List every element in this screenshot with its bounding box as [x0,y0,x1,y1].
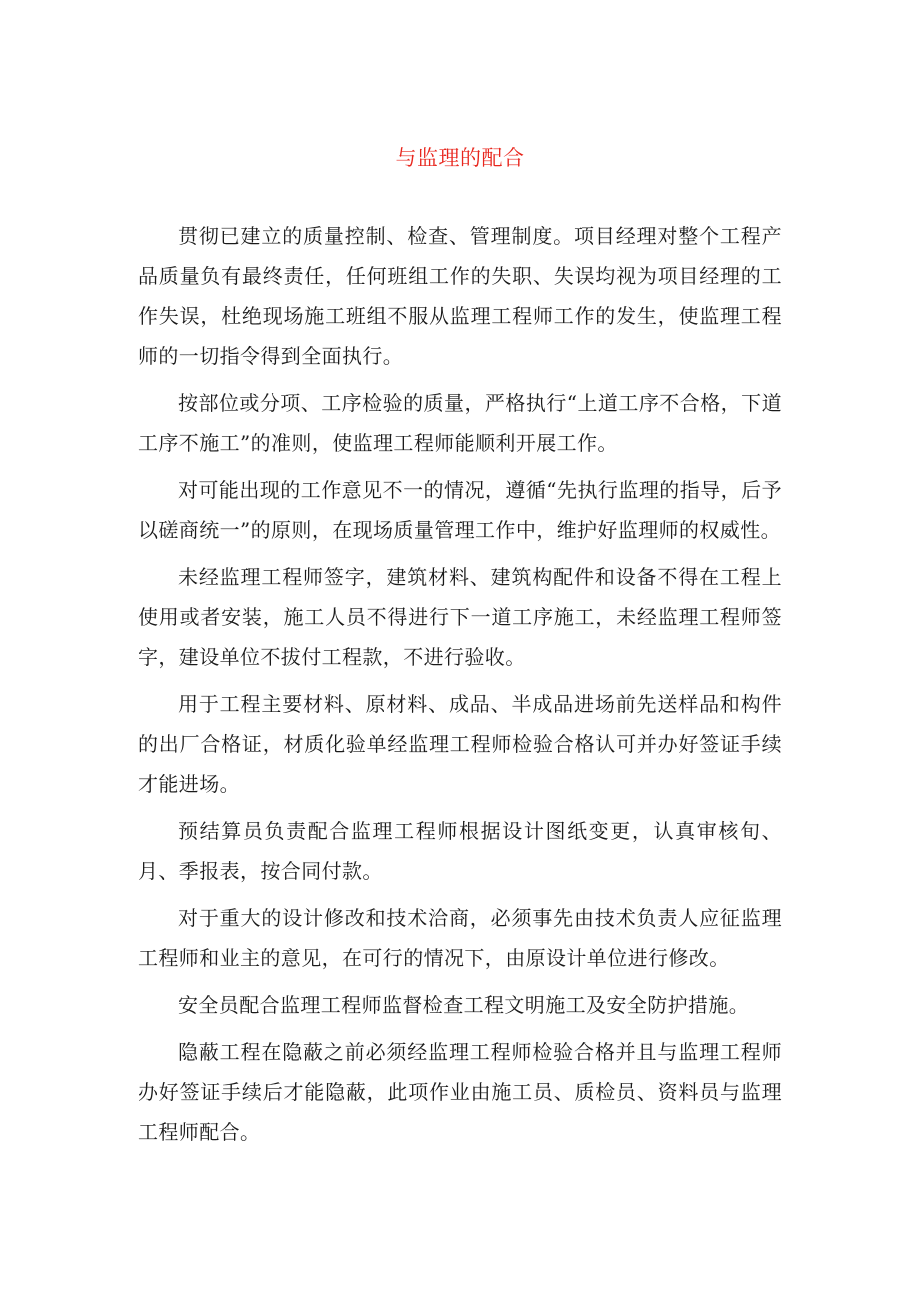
paragraph: 对可能出现的工作意见不一的情况，遵循“先执行监理的指导，后予以磋商统一”的原则，在现场质量管理工作中，维护好监理师的权威性。 [138,478,782,542]
document-title: 与监理的配合 [395,146,525,170]
paragraph: 按部位或分项、工序检验的质量，严格执行“上道工序不合格，下道工序不施工”的准则，使监理工程师能顺利开展工作。 [138,391,782,455]
paragraph: 未经监理工程师签字，建筑材料、建筑构配件和设备不得在工程上使用或者安装，施工人员不得进行下一道工序施工，未经监理工程师签字，建设单位不拔付工程款，不进行验收。 [138,565,782,669]
paragraph: 预结算员负责配合监理工程师根据设计图纸变更，认真审核旬、月、季报表，按合同付款。 [138,819,782,883]
paragraph: 对于重大的设计修改和技术洽商，必须事先由技术负责人应征监理工程师和业主的意见，在可行的情况下，由原设计单位进行修改。 [138,906,782,970]
paragraph: 用于工程主要材料、原材料、成品、半成品进场前先送样品和构件的出厂合格证，材质化验单经监理工程师检验合格认可并办好签证手续才能进场。 [138,692,782,796]
paragraph: 贯彻已建立的质量控制、检查、管理制度。项目经理对整个工程产品质量负有最终责任，任何班组工作的失职、失误均视为项目经理的工作失误，杜绝现场施工班组不服从监理工程师工作的发生，使监理工程师的一切指令得到全面执行。 [138,224,782,368]
paragraph: 隐蔽工程在隐蔽之前必须经监理工程师检验合格并且与监理工程师办好签证手续后才能隐蔽，此项作业由施工员、质检员、资料员与监理工程师配合。 [138,1040,782,1144]
paragraph: 安全员配合监理工程师监督检查工程文明施工及安全防护措施。 [178,993,750,1017]
document-body [138,216,782,1152]
